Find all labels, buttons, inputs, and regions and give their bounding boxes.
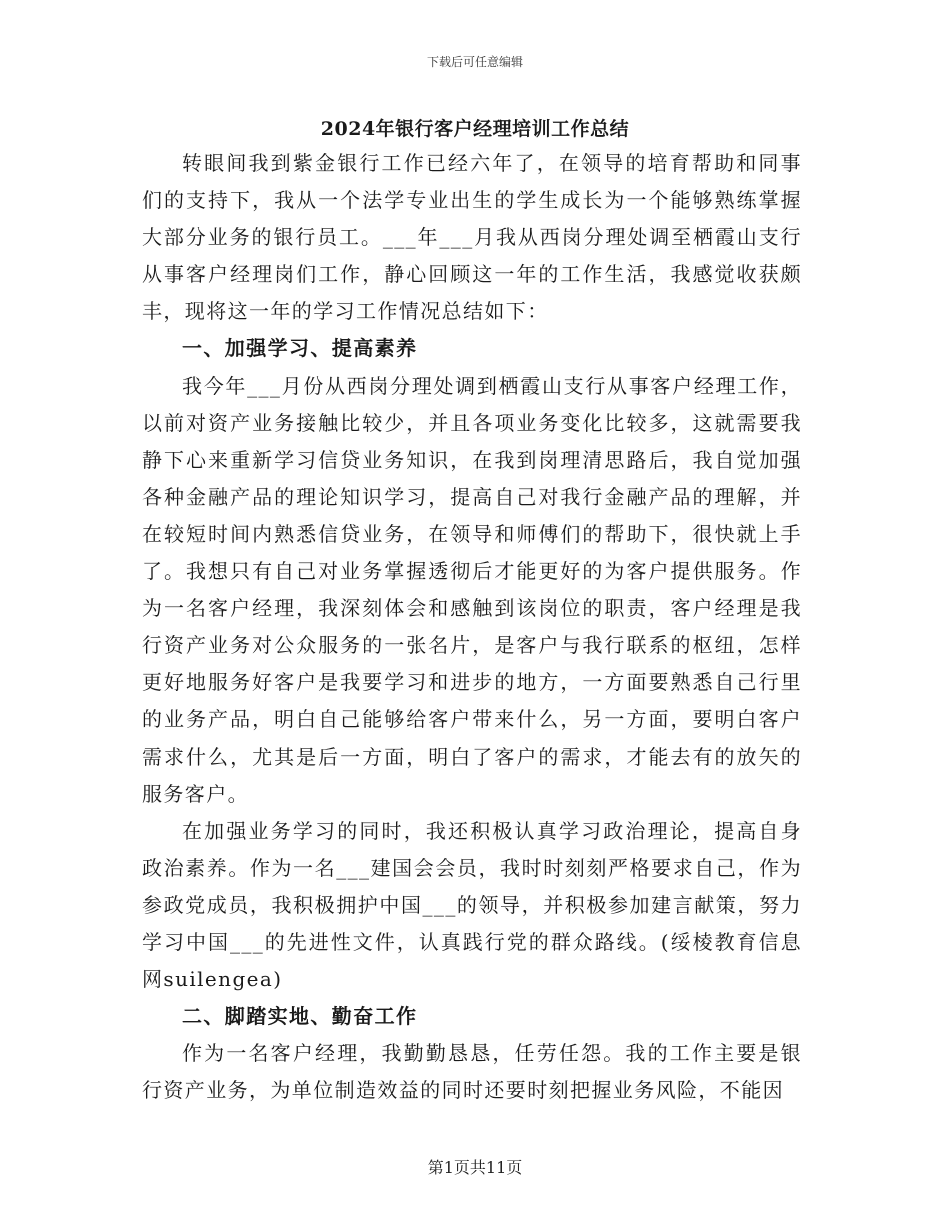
document-title: 2024年银行客户经理培训工作总结	[320, 118, 630, 140]
document-body	[142, 145, 802, 1109]
page-number: 第1页共11页	[427, 1158, 523, 1177]
section-heading-2: 二、脚踏实地、勤奋工作	[182, 1004, 418, 1029]
section-heading-1: 一、加强学习、提高素养	[182, 336, 418, 361]
paragraph-intro: 转眼间我到紫金银行工作已经六年了，在领导的培育帮助和同事们的支持下，我从一个法学专业出生的学生成长为一个能够熟练掌握大部分业务的银行员工。___年___月我从西岗分理处调至栖霞山支行从事客户经理岗们工作，静心回顾这一年的工作生活，我感觉收获颇丰，现将这一年的学习工作情况总结如下：	[142, 151, 802, 324]
paragraph-study: 我今年___月份从西岗分理处调到栖霞山支行从事客户经理工作，以前对资产业务接触比较少，并且各项业务变化比较多，这就需要我静下心来重新学习信贷业务知识，在我到岗理清思路后，我自觉加强各种金融产品的理论知识学习，提高自己对我行金融产品的理解，并在较短时间内熟悉信贷业务，在领导和师傅们的帮助下，很快就上手了。我想只有自己对业务掌握透彻后才能更好的为客户提供服务。作为一名客户经理，我深刻体会和感触到该岗位的职责，客户经理是我行资产业务对公众服务的一张名片，是客户与我行联系的枢纽，怎样更好地服务好客户是我要学习和进步的地方，一方面要熟悉自己行里的业务产品，明白自己能够给客户带来什么，另一方面，要明白客户需求什么，尤其是后一方面，明白了客户的需求，才能去有的放矢的服务客户。	[142, 373, 802, 806]
paragraph-work: 作为一名客户经理，我勤勤恳恳，任劳任怨。我的工作主要是银行资产业务，为单位制造效益的同时还要时刻把握业务风险，不能因	[142, 1041, 802, 1103]
page-header-note: 下载后可任意编辑	[426, 55, 523, 69]
paragraph-politics: 在加强业务学习的同时，我还积极认真学习政治理论，提高自身政治素养。作为一名___建国会会员，我时时刻刻严格要求自己，作为参政党成员，我积极拥护中国___的领导，并积极参加建言献策，努力学习中国___的先进性文件，认真践行党的群众路线。(绥棱教育信息网suilengea)	[142, 818, 802, 992]
